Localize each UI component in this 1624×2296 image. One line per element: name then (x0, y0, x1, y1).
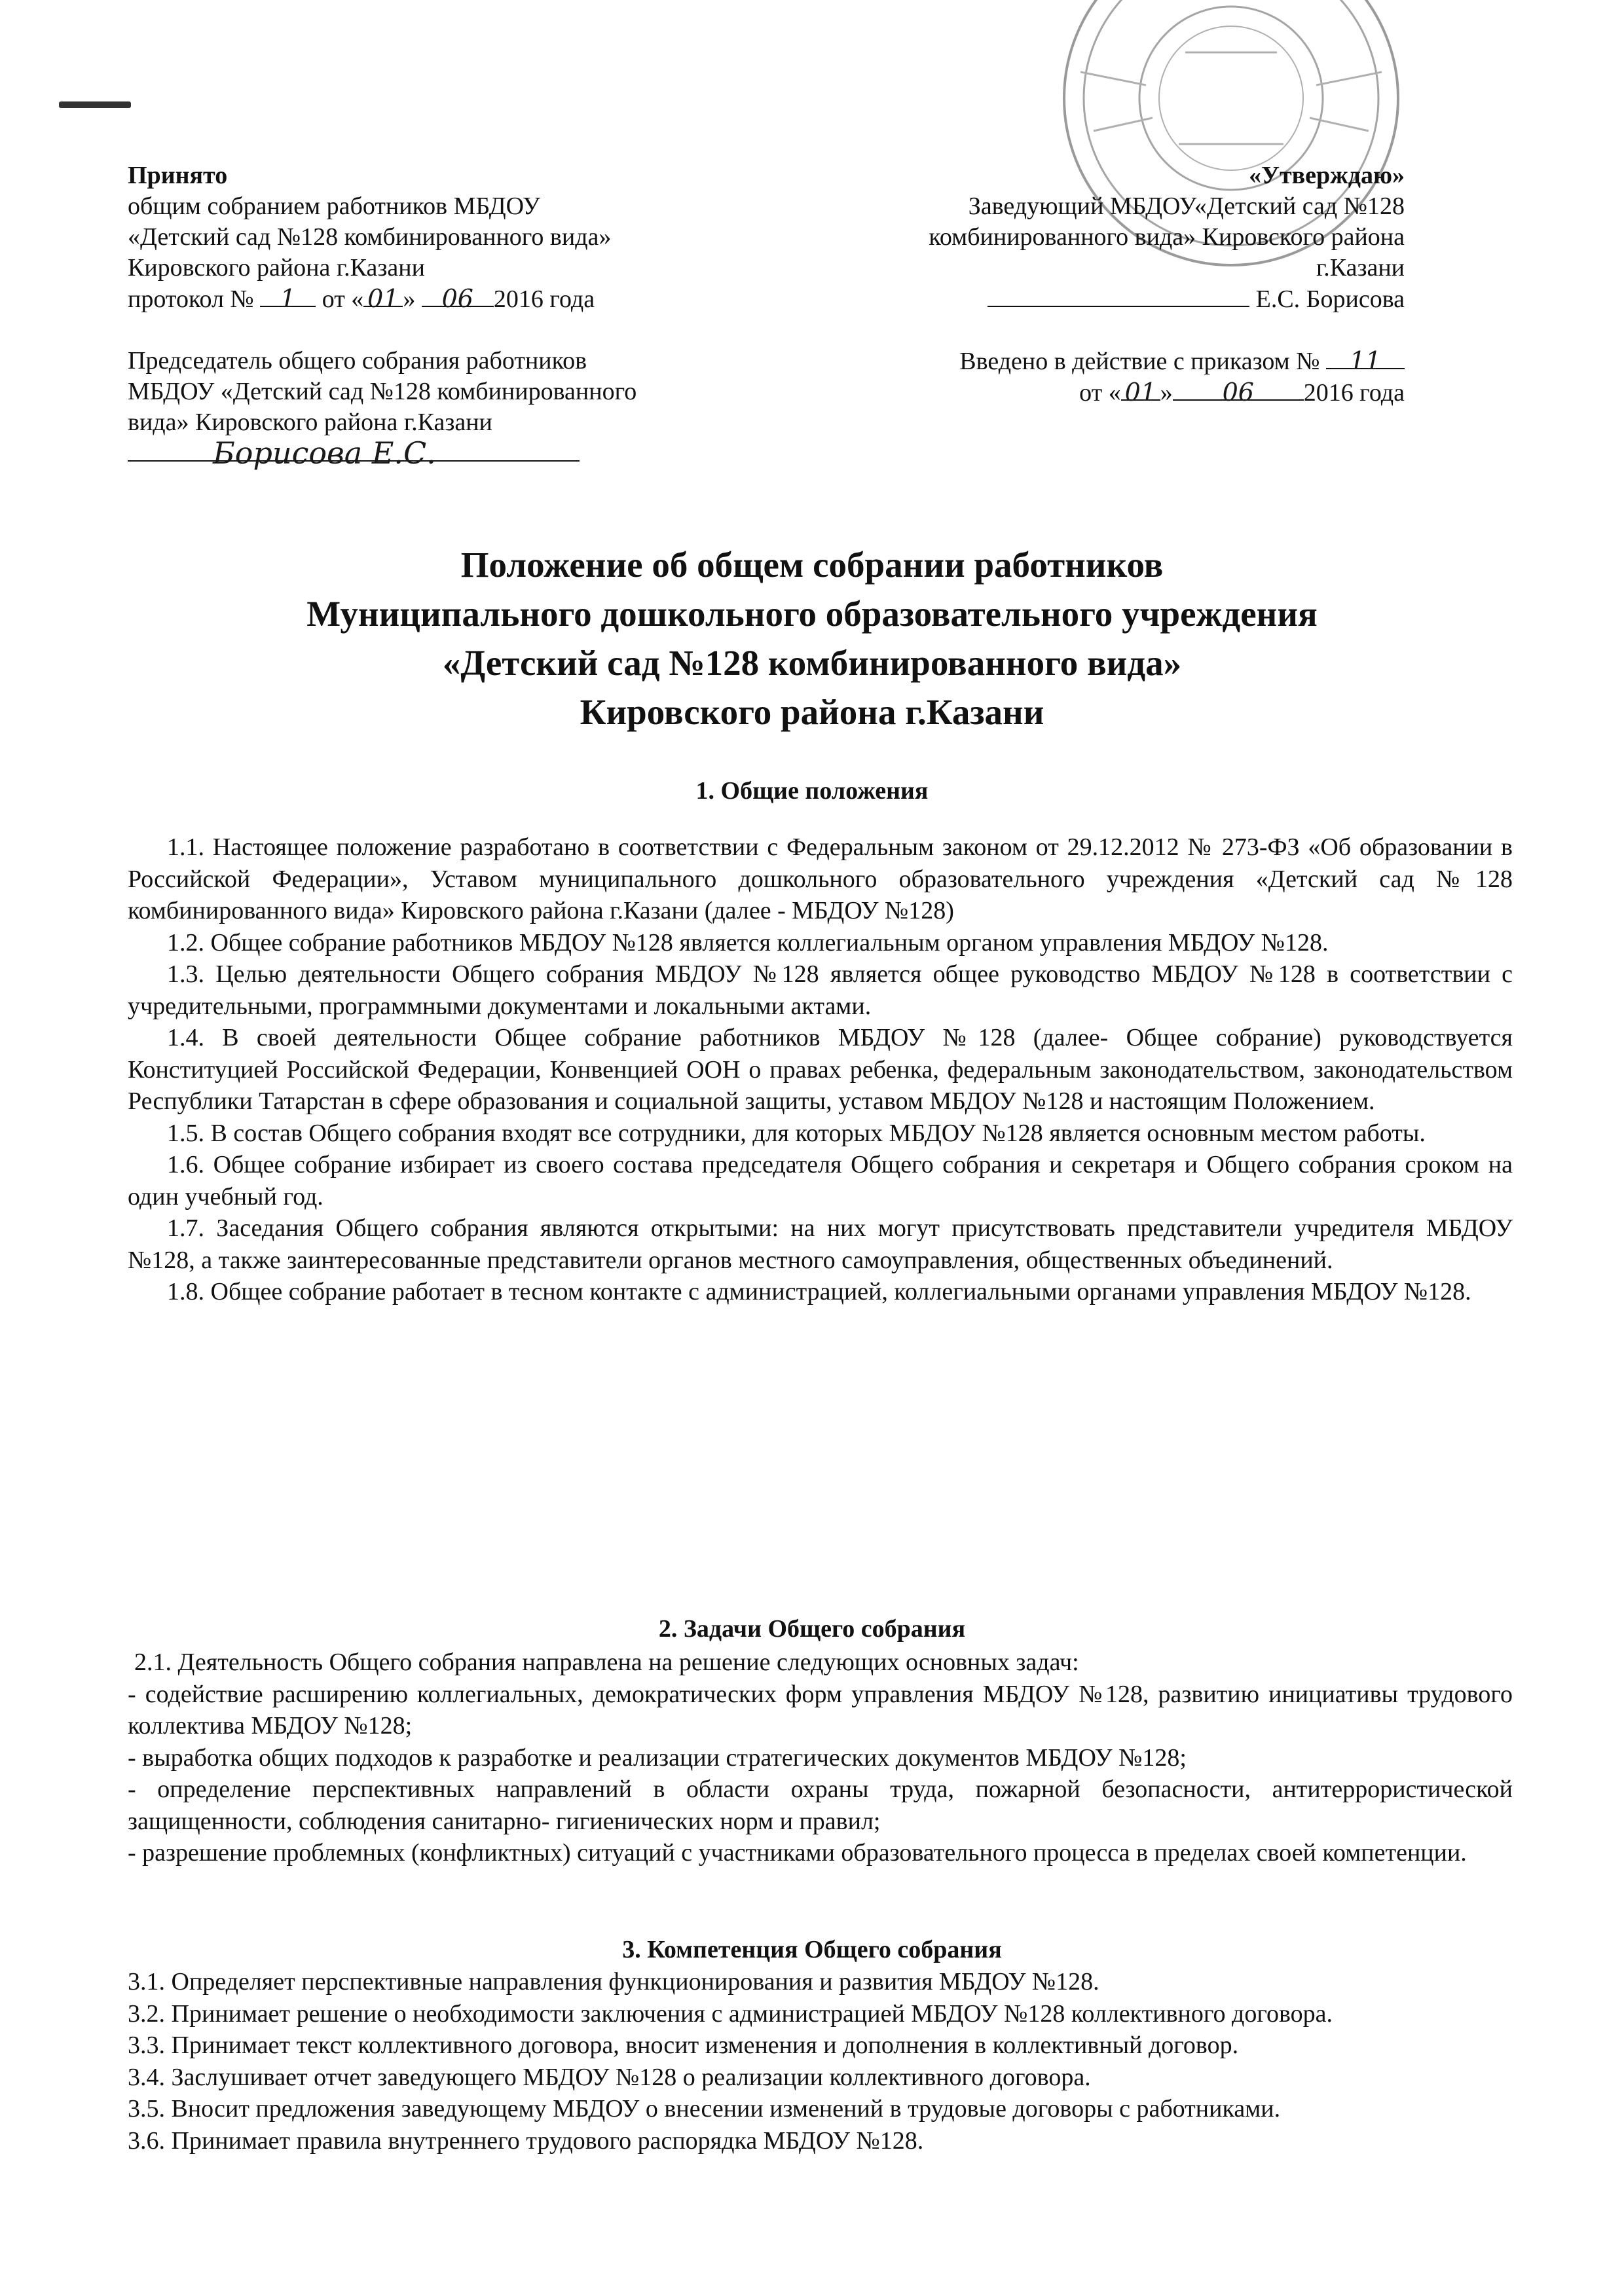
paragraph-3-3: 3.3. Принимает текст коллективного договора, вносит изменения и дополнения в коллективный договор. (128, 2032, 1239, 2059)
paragraph-2-1: 2.1. Деятельность Общего собрания направлена на решение следующих основных задач: (134, 1649, 1079, 1676)
section-3-heading: 3. Компетенция Общего собрания (622, 1936, 1002, 1963)
order-day-field (1121, 377, 1160, 407)
protocol-date-from: от « (322, 285, 364, 313)
order-number: 11 (1349, 346, 1382, 375)
order-date-mid: » (1160, 379, 1173, 407)
section-1-heading: 1. Общие положения (695, 777, 929, 805)
order-month: 06 (1222, 378, 1254, 407)
paragraph-1-5: 1.5. В состав Общего собрания входят все сотрудники, для которых МБДОУ №128 является основным местом работы. (167, 1119, 1426, 1147)
header-left (128, 160, 637, 471)
approve-title: «Утверждаю» (1249, 162, 1405, 189)
chair-line-1: Председатель общего собрания работников (128, 347, 587, 374)
paragraph-1-1: 1.1. Настоящее положение разработано в соответствии с Федеральным законом от 29.12.2012 № 273-ФЗ «Об образовании в Российской Федерации», Уставом муниципального дошкольного образовательного учреждения «Детский сад №128 комбинированного вида» Кировского района г.Казани (далее - МБДОУ №128) (128, 833, 1513, 924)
section-1-body (128, 831, 1513, 1308)
section-2-body (128, 1647, 1513, 1869)
protocol-day-field (363, 283, 403, 313)
order-date-line (929, 377, 1405, 409)
protocol-prefix: протокол № (128, 285, 254, 313)
header-right (929, 160, 1405, 409)
protocol-month: 06 (441, 284, 473, 313)
paragraph-2-3: - выработка общих подходов к разработке и реализации стратегических документов МБДОУ №128; (128, 1743, 1187, 1772)
document-title (0, 540, 1624, 737)
title-line-3: «Детский сад №128 комбинированного вида» (442, 643, 1182, 683)
paragraph-3-4: 3.4. Заслушивает отчет заведующего МБДОУ №128 о реализации коллективного договора. (128, 2063, 1091, 2091)
order-number-field (1326, 346, 1405, 375)
paragraph-2-5: - разрешение проблемных (конфликтных) ситуаций с участниками образовательного процесса в пределах своей компетенции. (128, 1839, 1467, 1867)
paragraph-3-1: 3.1. Определяет перспективные направления функционирования и развития МБДОУ №128. (128, 1968, 1099, 1995)
accepted-line-2: «Детский сад №128 комбинированного вида» (128, 223, 612, 251)
approve-line-1: Заведующий МБДОУ«Детский сад №128 (968, 192, 1405, 220)
order-date-from: от « (1079, 379, 1121, 407)
scan-mark (59, 101, 131, 108)
chair-signature: Борисова Е.С. (213, 435, 436, 471)
accepted-line-1: общим собранием работников МБДОУ (128, 192, 540, 220)
approve-line-2: комбинированного вида» Кировского района (929, 223, 1405, 251)
order-month-field (1173, 377, 1304, 407)
protocol-year: 2016 года (493, 285, 595, 313)
title-line-1: Положение об общем собрании работников (460, 545, 1164, 585)
chair-line-2: МБДОУ «Детский сад №128 комбинированного (128, 378, 637, 405)
paragraph-2-2: - содействие расширению коллегиальных, демократических форм управления МБДОУ №128, развитию инициативы трудового коллектива МБДОУ №128; (128, 1680, 1513, 1740)
protocol-number-field (260, 283, 316, 313)
paragraph-1-8: 1.8. Общее собрание работает в тесном контакте с администрацией, коллегиальными органами управления МБДОУ №128. (167, 1278, 1471, 1305)
section-3-body (128, 1966, 1513, 2157)
chair-signature-line (128, 435, 637, 471)
title-line-4: Кировского района г.Казани (580, 692, 1044, 732)
section-2-heading: 2. Задачи Общего собрания (658, 1615, 966, 1643)
approve-line-3: г.Казани (1316, 254, 1405, 282)
order-year: 2016 года (1303, 379, 1405, 407)
chair-signature-field (128, 435, 580, 471)
title-line-2: Муниципального дошкольного образовательного учреждения (306, 594, 1318, 634)
order-prefix: Введено в действие с приказом № (959, 348, 1320, 375)
approve-signature-line (929, 283, 1405, 315)
paragraph-1-6: 1.6. Общее собрание избирает из своего состава председателя Общего собрания и секретаря и Общего собрания сроком на один учебный год. (128, 1151, 1513, 1211)
chair-line-3: вида» Кировского района г.Казани (128, 409, 492, 436)
director-signature-field (987, 283, 1249, 307)
paragraph-2-4: - определение перспективных направлений в области охраны труда, пожарной безопасности, антитеррористической защищенности, соблюдения санитарно- гигиенических норм и правил; (128, 1776, 1513, 1835)
paragraph-3-2: 3.2. Принимает решение о необходимости заключения с администрацией МБДОУ №128 коллективного договора. (128, 1999, 1333, 2028)
paragraph-1-2: 1.2. Общее собрание работников МБДОУ №128 является коллегиальным органом управления МБДОУ №128. (167, 928, 1329, 957)
paragraph-3-5: 3.5. Вносит предложения заведующему МБДОУ о внесении изменений в трудовые договоры с работниками. (128, 2095, 1281, 2123)
accepted-line-3: Кировского района г.Казани (128, 254, 425, 282)
protocol-line (128, 283, 637, 315)
paragraph-3-6: 3.6. Принимает правила внутреннего трудового распорядка МБДОУ №128. (128, 2126, 924, 2155)
paragraph-1-3: 1.3. Целью деятельности Общего собрания МБДОУ №128 является общее руководство МБДОУ №128 в соответствии с учредительными, программными документами и локальными актами. (128, 960, 1513, 1020)
protocol-day: 01 (367, 284, 399, 313)
paragraph-1-4: 1.4. В своей деятельности Общее собрание работников МБДОУ №128 (далее- Общее собрание) руководствуется Конституцией Российской Федерации, Конвенцией ООН о правах ребенка, федеральным законодательством, законодательством Республики Татарстан в сфере образования и социальной защиты, уставом МБДОУ №128 и настоящим Положением. (128, 1024, 1513, 1115)
director-name: Е.С. Борисова (1255, 285, 1405, 313)
protocol-month-field (422, 283, 494, 313)
order-line (929, 346, 1405, 377)
accepted-title: Принято (128, 162, 228, 189)
order-day: 01 (1124, 378, 1156, 407)
protocol-number: 1 (280, 284, 296, 313)
paragraph-1-7: 1.7. Заседания Общего собрания являются открытыми: на них могут присутствовать представители учредителя МБДОУ №128, а также заинтересованные представители органов местного самоуправления, общественных объединений. (128, 1214, 1513, 1274)
protocol-date-mid: » (403, 285, 416, 313)
